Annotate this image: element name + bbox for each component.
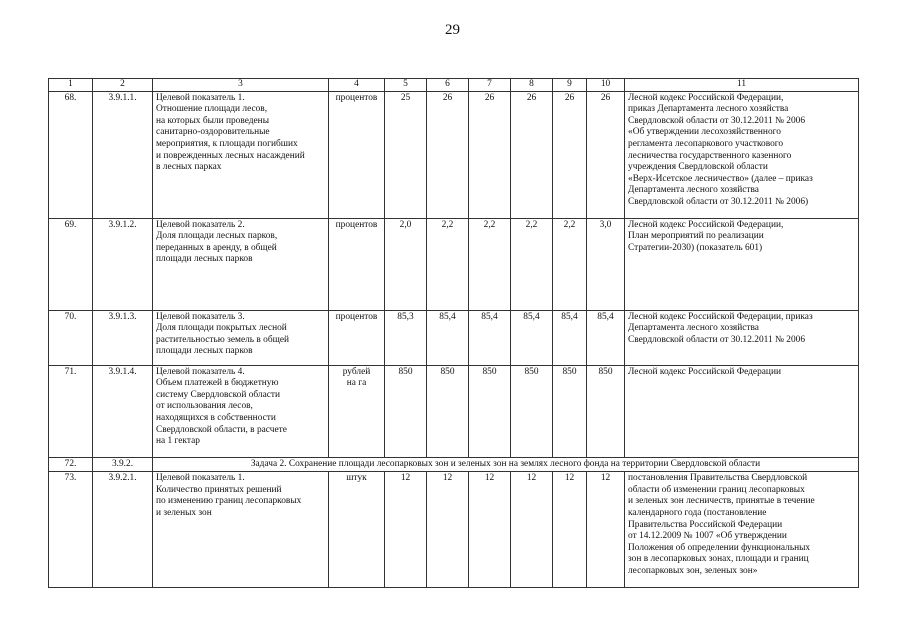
value-cell: 850 (469, 365, 511, 457)
unit: рублей на га (329, 365, 385, 457)
value-cell: 2,2 (553, 218, 587, 310)
header-cell: 8 (511, 79, 553, 92)
value-cell: 3,0 (587, 218, 625, 310)
source-text: Лесной кодекс Российской Федерации (625, 365, 859, 457)
source-text: Лесной кодекс Российской Федерации, приказ Департамента лесного хозяйства Свердловской области от 30.12.2011 № 2006 «Об утверждении лесохозяйственного регламента лесопаркового участкового лесничества государственного казенного учреждения Свердловской области «Верх-Исетское лесничество» (далее – приказ Департамента лесного хозяйства Свердловской области от 30.12.2011 № 2006) (625, 91, 859, 218)
header-cell: 3 (153, 79, 329, 92)
value-cell: 2,2 (427, 218, 469, 310)
value-cell: 850 (427, 365, 469, 457)
task-row (49, 457, 859, 472)
table-row (49, 472, 859, 588)
value-cell: 2,0 (385, 218, 427, 310)
value-cell: 850 (385, 365, 427, 457)
header-cell: 2 (93, 79, 153, 92)
indicator-text: Целевой показатель 1. Отношение площади лесов, на которых были проведены санитарно-оздоровительные мероприятия, к площади погибших и поврежденных лесных насаждений в лесных парках (153, 91, 329, 218)
value-cell: 26 (587, 91, 625, 218)
value-cell: 85,3 (385, 310, 427, 365)
header-cell: 10 (587, 79, 625, 92)
value-cell: 26 (469, 91, 511, 218)
header-cell: 11 (625, 79, 859, 92)
header-cell: 1 (49, 79, 93, 92)
row-code: 3.9.1.1. (93, 91, 153, 218)
indicator-text: Целевой показатель 4. Объем платежей в бюджетную систему Свердловской области от использования лесов, находящихся в собственности Свердловской области, в расчете на 1 гектар (153, 365, 329, 457)
indicator-text: Целевой показатель 1. Количество принятых решений по изменению границ лесопарковых и зеленых зон (153, 472, 329, 588)
row-code: 3.9.1.3. (93, 310, 153, 365)
source-text: Лесной кодекс Российской Федерации, План мероприятий по реализации Стратегии-2030) (показатель 601) (625, 218, 859, 310)
task-title: Задача 2. Сохранение площади лесопарковых зон и зеленых зон на землях лесного фонда на территории Свердловской области (153, 457, 859, 472)
header-cell: 4 (329, 79, 385, 92)
unit: процентов (329, 91, 385, 218)
row-number: 71. (49, 365, 93, 457)
row-code: 3.9.2.1. (93, 472, 153, 588)
table-row (49, 310, 859, 365)
source-text: постановления Правительства Свердловской области об изменении границ лесопарковых и зеленых зон лесничеств, принятые в течение календарного года (постановление Правительства Российской Федерации от 14.12.2009 № 1007 «Об утверждении Положения об определении функциональных зон в лесопарковых зонах, площади и границ лесопарковых зон, зеленых зон» (625, 472, 859, 588)
value-cell: 12 (553, 472, 587, 588)
value-cell: 85,4 (427, 310, 469, 365)
value-cell: 25 (385, 91, 427, 218)
table-row (49, 218, 859, 310)
row-number: 68. (49, 91, 93, 218)
value-cell: 85,4 (553, 310, 587, 365)
source-text: Лесной кодекс Российской Федерации, приказ Департамента лесного хозяйства Свердловской области от 30.12.2011 № 2006 (625, 310, 859, 365)
value-cell: 85,4 (511, 310, 553, 365)
value-cell: 2,2 (511, 218, 553, 310)
unit: процентов (329, 218, 385, 310)
unit: штук (329, 472, 385, 588)
row-number: 70. (49, 310, 93, 365)
row-number: 69. (49, 218, 93, 310)
value-cell: 12 (469, 472, 511, 588)
value-cell: 26 (427, 91, 469, 218)
row-number: 72. (49, 457, 93, 472)
value-cell: 85,4 (587, 310, 625, 365)
value-cell: 26 (511, 91, 553, 218)
value-cell: 2,2 (469, 218, 511, 310)
indicators-table (48, 78, 859, 588)
header-cell: 7 (469, 79, 511, 92)
indicator-text: Целевой показатель 2. Доля площади лесных парков, переданных в аренду, в общей площади лесных парков (153, 218, 329, 310)
header-cell: 9 (553, 79, 587, 92)
table-row (49, 365, 859, 457)
value-cell: 12 (385, 472, 427, 588)
value-cell: 12 (587, 472, 625, 588)
header-row (49, 79, 859, 92)
value-cell: 850 (553, 365, 587, 457)
row-code: 3.9.1.4. (93, 365, 153, 457)
value-cell: 12 (427, 472, 469, 588)
value-cell: 26 (553, 91, 587, 218)
header-cell: 6 (427, 79, 469, 92)
indicator-text: Целевой показатель 3. Доля площади покрытых лесной растительностью земель в общей площади лесных парков (153, 310, 329, 365)
value-cell: 85,4 (469, 310, 511, 365)
row-code: 3.9.1.2. (93, 218, 153, 310)
value-cell: 850 (511, 365, 553, 457)
value-cell: 12 (511, 472, 553, 588)
page-number: 29 (445, 22, 460, 38)
row-code: 3.9.2. (93, 457, 153, 472)
unit: процентов (329, 310, 385, 365)
row-number: 73. (49, 472, 93, 588)
header-cell: 5 (385, 79, 427, 92)
table-row (49, 91, 859, 218)
value-cell: 850 (587, 365, 625, 457)
